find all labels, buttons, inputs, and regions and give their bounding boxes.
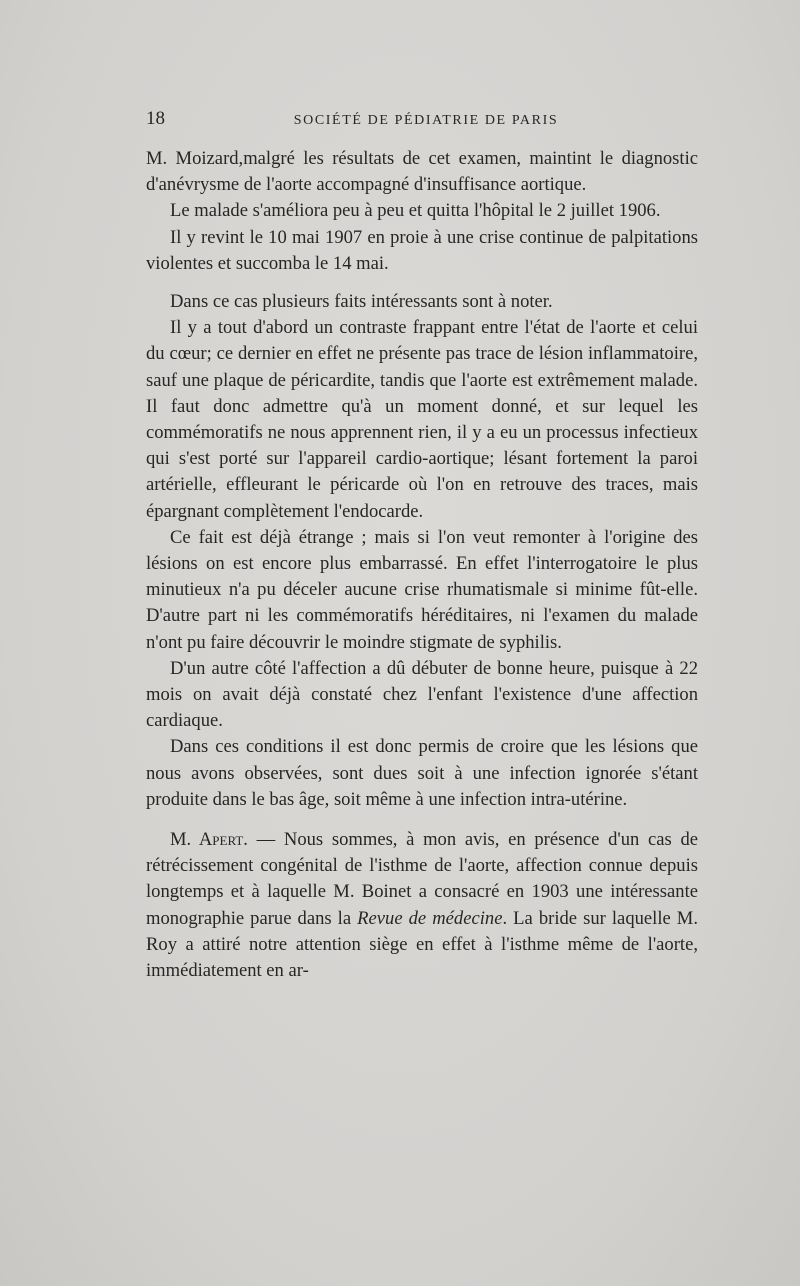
speaker-name: M. Apert. bbox=[170, 829, 248, 851]
page-header bbox=[146, 108, 706, 134]
body-text bbox=[146, 146, 698, 984]
paragraph-diagnosis: M. Moizard,malgré les résultats de cet examen, maintint le diagnostic d'anévrysme de l'aorte accompagné d'insuffisance aortique. bbox=[146, 148, 698, 196]
paragraph-improvement: Le malade s'améliora peu à peu et quitta l'hôpital le 2 juillet 1906. bbox=[170, 200, 661, 222]
running-head: SOCIÉTÉ DE PÉDIATRIE DE PARIS bbox=[293, 113, 559, 128]
paragraph-origin: Ce fait est déjà étrange ; mais si l'on veut remonter à l'origine des lésions on est encore plus embarrassé. En effet l'interrogatoire le plus minutieux n'a pu déceler aucune crise rhumatismale si minime fût-elle. D'autre part ni les commémoratifs héréditaires, ni l'examen du malade n'ont pu faire découvrir le moindre stigmate de syphilis. bbox=[146, 526, 698, 653]
paragraph-conclusion: Dans ces conditions il est donc permis de croire que les lésions que nous avons observées, sont dues soit à une infection ignorée s'étant produite dans le bas âge, soit même à une infection intra-utérine. bbox=[146, 736, 698, 810]
paragraph-observations-intro: Dans ce cas plusieurs faits intéressants sont à noter. bbox=[170, 291, 553, 313]
paragraph-early-onset: D'un autre côté l'affection a dû débuter de bonne heure, puisque à 22 mois on avait déjà constaté chez l'enfant l'existence d'une affection cardiaque. bbox=[146, 657, 698, 732]
paragraph-contrast: Il y a tout d'abord un contraste frappant entre l'état de l'aorte et celui du cœur; ce dernier en effet ne présente pas trace de lésion inflammatoire, sauf une plaque de péricardite, tandis que l'aorte est extrêmement malade. Il faut donc admettre qu'à un moment donné, et sur lequel les commémoratifs ne nous apprennent rien, il y a eu un processus infectieux qui s'est porté sur l'appareil cardio-aortique; lésant fortement la paroi artérielle, effleurant le péricarde où l'on en retrouve des traces, mais épargnant complètement l'endocarde. bbox=[146, 317, 698, 522]
apert-rest-text: . La bride sur laquelle M. Roy a attiré notre attention siège en effet à l'isthme même de l'aorte, immédiatement en ar- bbox=[146, 907, 698, 982]
apert-intro-text: — Nous sommes, à mon avis, en présence d'un cas de rétrécissement congénital de l'isthme de l'aorte, affection connue depuis longtemps et à laquelle M. Boinet a consacré en 1903 une intéressante monographie parue dans la bbox=[146, 829, 698, 929]
journal-title: Revue de médecine bbox=[357, 907, 503, 929]
paragraph-apert bbox=[146, 827, 698, 984]
paragraph-death: Il y revint le 10 mai 1907 en proie à une crise continue de palpitations violentes et succomba le 14 mai. bbox=[146, 226, 698, 274]
page-number: 18 bbox=[146, 108, 165, 129]
